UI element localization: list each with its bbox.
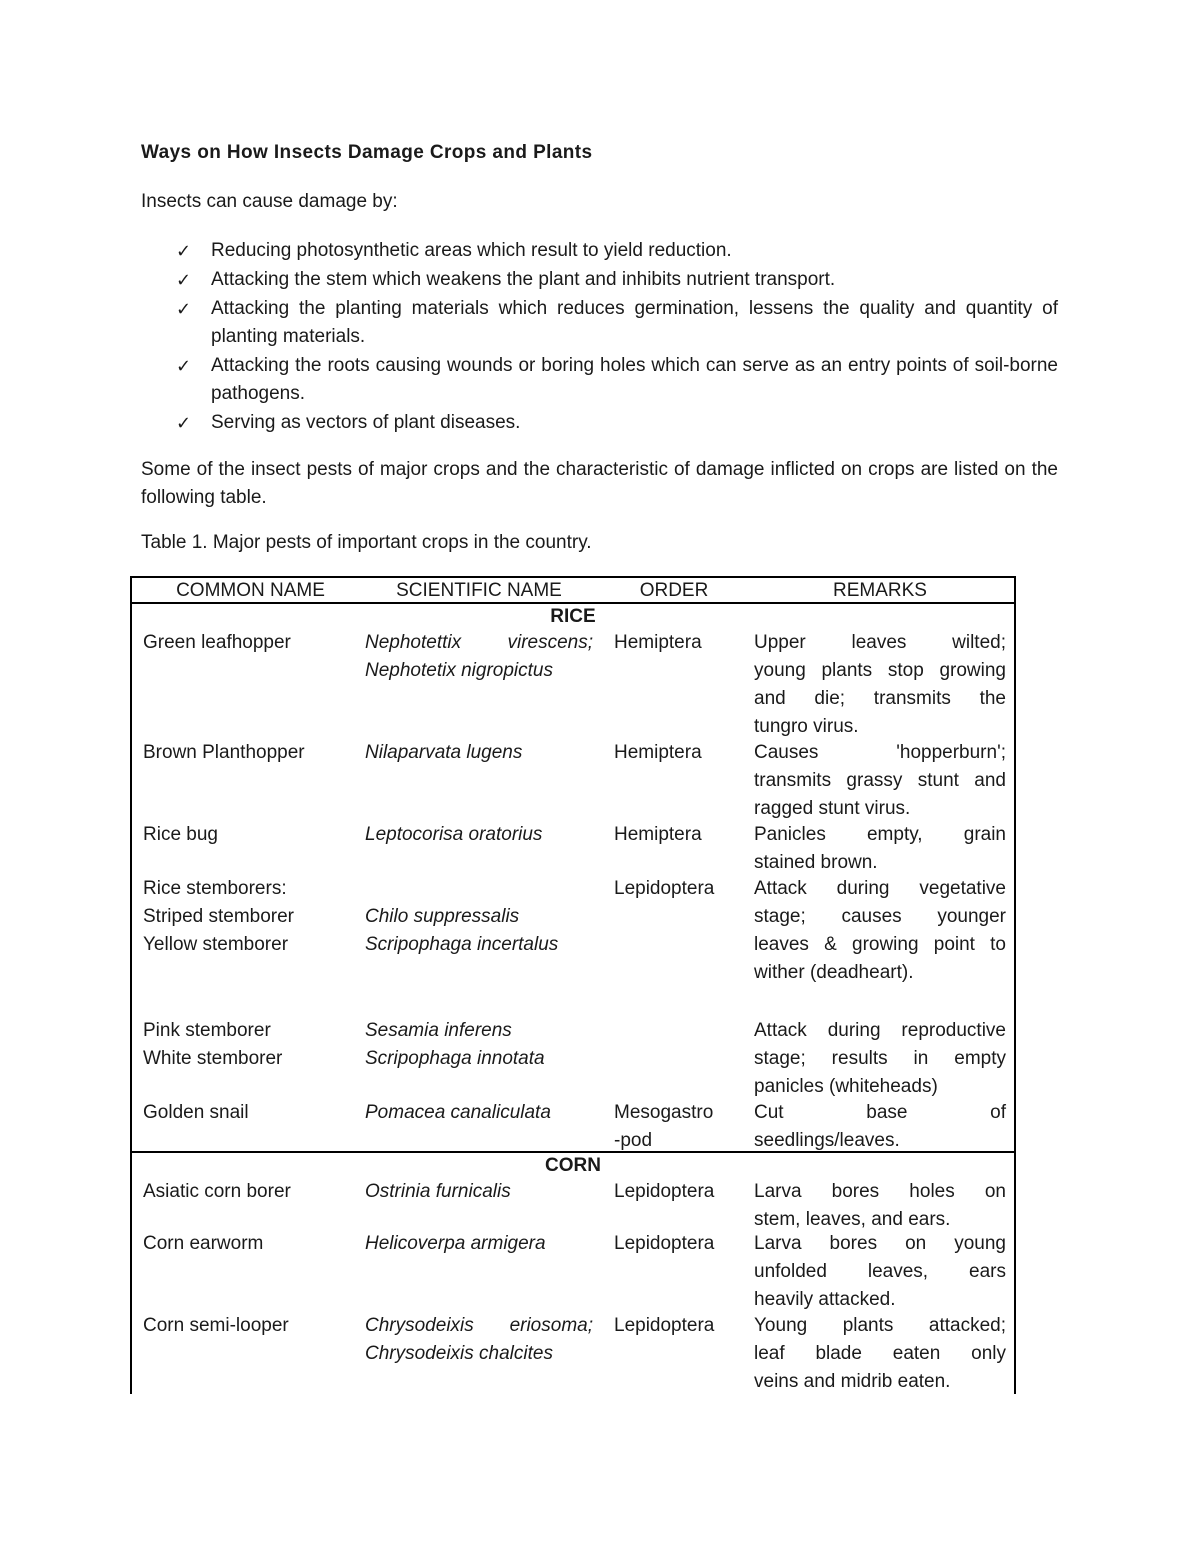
- table-row-cell: Pomacea canaliculata: [365, 1102, 551, 1123]
- list-item: ✓ Attacking the planting materials which reduces germination, lessens the quality and quantity of planting materials.: [176, 295, 1058, 351]
- table-row-cell: Cut base of seedlings/leaves.: [754, 1102, 1006, 1151]
- list-item: ✓ Reducing photosynthetic areas which result to yield reduction.: [176, 237, 1058, 265]
- table-row-cell: Chrysodeixis eriosoma; Chrysodeixis chalcites: [365, 1315, 593, 1364]
- table-row-cell: Attack during vegetative stage; causes younger leaves & growing point to wither (deadheart).: [754, 878, 1006, 983]
- list-item: ✓ Attacking the stem which weakens the plant and inhibits nutrient transport.: [176, 266, 1058, 294]
- table-row-cell: Golden snail: [143, 1102, 249, 1123]
- table-row-cell: Rice stemborers: Striped stemborer Yellow stemborer: [143, 878, 295, 955]
- table-row-cell: Larva bores holes on stem, leaves, and ears.: [754, 1181, 1006, 1230]
- header-scientific-name: SCIENTIFIC NAME: [396, 580, 562, 601]
- check-mark-icon: ✓: [176, 299, 192, 319]
- table-header-row: [132, 578, 1014, 604]
- table-row-cell: Mesogastro -pod: [614, 1102, 714, 1151]
- table-row-cell: Hemiptera: [614, 632, 702, 653]
- table-row-cell: Rice bug: [143, 824, 218, 845]
- table-row-cell: Pink stemborer White stemborer: [143, 1020, 283, 1069]
- table-row-cell: Nilaparvata lugens: [365, 742, 523, 763]
- table-row-cell: Hemiptera: [614, 824, 702, 845]
- damage-list: [176, 237, 1058, 438]
- table-row-cell: Panicles empty, grain stained brown.: [754, 824, 1006, 873]
- table-row-cell: Upper leaves wilted; young plants stop growing and die; transmits the tungro virus.: [754, 632, 1006, 737]
- table-row-cell: Lepidoptera: [614, 878, 715, 899]
- body-paragraph: Some of the insect pests of major crops and the characteristic of damage inflicted on crops are listed on the following table.: [141, 459, 1058, 508]
- check-mark-icon: ✓: [176, 413, 192, 433]
- table-caption: Table 1. Major pests of important crops in the country.: [141, 532, 592, 553]
- table-row-cell: Causes 'hopperburn'; transmits grassy stunt and ragged stunt virus.: [754, 742, 1006, 819]
- section-title-rice: RICE: [550, 606, 596, 627]
- section-title-corn: CORN: [545, 1155, 601, 1176]
- table-row-cell: Lepidoptera: [614, 1315, 715, 1336]
- table-row-cell: Brown Planthopper: [143, 742, 305, 763]
- table-row-cell: Asiatic corn borer: [143, 1181, 291, 1202]
- table-row-cell: Lepidoptera: [614, 1233, 715, 1254]
- header-order: ORDER: [639, 580, 709, 601]
- section-divider: [132, 1151, 1014, 1153]
- table-row-cell: Hemiptera: [614, 742, 702, 763]
- pests-table: [130, 576, 1016, 1394]
- table-row-cell: Larva bores on young unfolded leaves, ears heavily attacked.: [754, 1233, 1006, 1310]
- check-mark-icon: ✓: [176, 270, 192, 290]
- table-row-cell: Green leafhopper: [143, 632, 291, 653]
- table-row-cell: Nephotettix virescens; Nephotetix nigropictus: [365, 632, 593, 681]
- header-common-name: COMMON NAME: [176, 580, 325, 601]
- table-row-cell: Helicoverpa armigera: [365, 1233, 546, 1254]
- intro-text: Insects can cause damage by:: [141, 191, 398, 212]
- list-item: ✓ Attacking the roots causing wounds or boring holes which can serve as an entry points of soil-borne pathogens.: [176, 352, 1058, 408]
- list-item: ✓ Serving as vectors of plant diseases.: [176, 409, 1058, 437]
- header-remarks: REMARKS: [833, 580, 927, 601]
- check-mark-icon: ✓: [176, 356, 192, 376]
- check-mark-icon: ✓: [176, 241, 192, 261]
- table-row-cell: Corn earworm: [143, 1233, 264, 1254]
- table-row-cell: Corn semi-looper: [143, 1315, 289, 1336]
- table-row-cell: Ostrinia furnicalis: [365, 1181, 511, 1202]
- page-title: Ways on How Insects Damage Crops and Plants: [141, 142, 593, 163]
- table-row-cell: Lepidoptera: [614, 1181, 715, 1202]
- table-row-cell: Young plants attacked; leaf blade eaten only veins and midrib eaten.: [754, 1315, 1006, 1392]
- table-row-cell: Chilo suppressalis Scripophaga incertalus: [365, 906, 559, 955]
- table-row-cell: Attack during reproductive stage; results in empty panicles (whiteheads): [754, 1020, 1006, 1097]
- table-row-cell: Sesamia inferens Scripophaga innotata: [365, 1020, 545, 1069]
- table-row-cell: Leptocorisa oratorius: [365, 824, 543, 845]
